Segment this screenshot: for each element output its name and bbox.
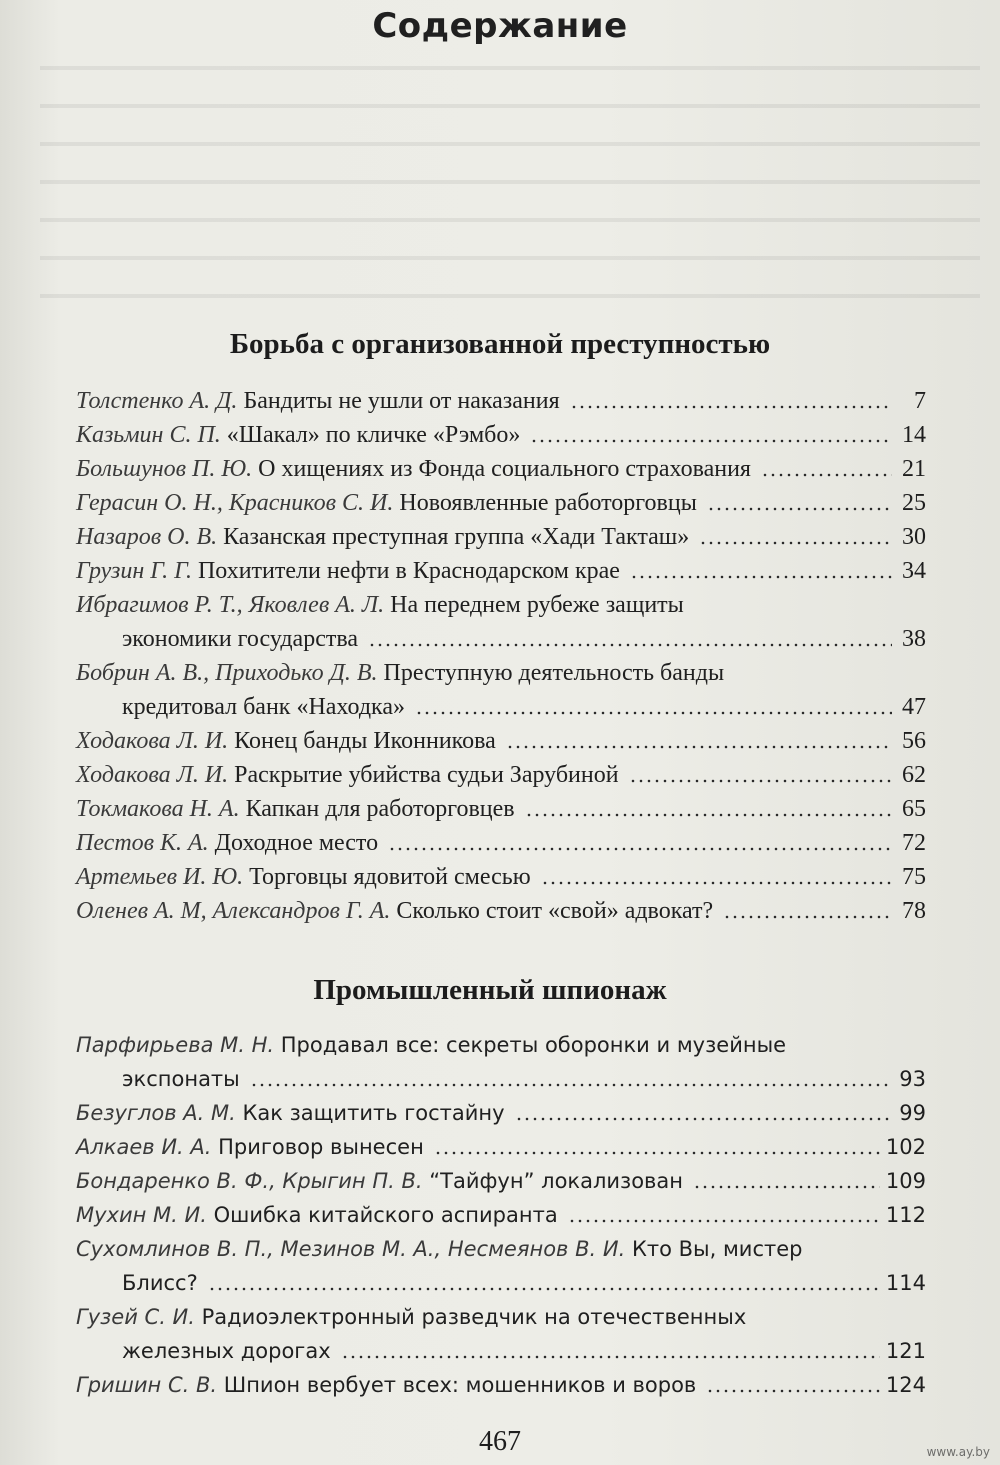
section-heading-organized-crime: Борьба с организованной преступностью — [229, 328, 771, 360]
entry-page-number: 78 — [902, 898, 926, 924]
entry-author: Алкаев И. А. — [76, 1135, 212, 1159]
toc-entry — [76, 1198, 926, 1232]
entry-author: Мухин М. И. — [76, 1203, 207, 1227]
entry-page-number: 124 — [885, 1373, 926, 1397]
dot-leader — [506, 744, 892, 750]
dot-leader — [515, 1116, 892, 1122]
entry-page-number: 56 — [902, 728, 926, 754]
page-title: Содержание — [372, 6, 628, 46]
dot-leader — [208, 1286, 880, 1292]
entry-title: Капкан для работорговцев — [245, 796, 515, 822]
entry-author: Герасин О. Н., Красников С. И. — [76, 490, 394, 516]
entry-author: Ибрагимов Р. Т., Яковлев А. Л. — [76, 592, 385, 618]
entry-title-continuation: кредитовал банк «Находка» — [122, 694, 405, 720]
toc-entry — [76, 384, 926, 418]
dot-leader — [368, 642, 892, 648]
entry-author: Толстенко А. Д. — [76, 388, 238, 414]
entry-author: Токмакова Н. А. — [76, 796, 240, 822]
entry-title: Доходное место — [214, 830, 379, 856]
entry-page-number: 114 — [885, 1271, 926, 1295]
entry-title: Конец банды Иконникова — [234, 728, 496, 754]
entry-page-number: 14 — [902, 422, 926, 448]
entry-page-number: 99 — [899, 1101, 926, 1125]
entry-title-continuation: экспонаты — [122, 1067, 240, 1091]
entry-author: Артемьев И. Ю. — [76, 864, 244, 890]
toc-entry — [76, 452, 926, 486]
dot-leader — [525, 812, 892, 818]
entry-author: Сухомлинов В. П., Мезинов М. А., Несмеянов В. И. — [76, 1237, 626, 1261]
entry-page-number: 30 — [902, 524, 926, 550]
entry-title: Кто Вы, мистер — [631, 1237, 803, 1261]
entry-page-number: 7 — [914, 388, 926, 414]
entry-title: “Тайфун” локализован — [429, 1169, 684, 1193]
entry-title: На переднем рубеже защиты — [390, 592, 684, 618]
entry-title: О хищениях из Фонда социального страхования — [258, 456, 751, 482]
toc-entry — [76, 486, 926, 520]
entry-page-number: 121 — [885, 1339, 926, 1363]
dot-leader — [415, 710, 892, 716]
dot-leader — [541, 880, 892, 886]
dot-leader — [250, 1082, 892, 1088]
entry-title: Новоявленные работорговцы — [399, 490, 697, 516]
dot-leader — [723, 914, 892, 920]
entry-title: Как защитить гостайну — [242, 1101, 505, 1125]
toc-entry — [76, 758, 926, 792]
entry-author: Грузин Г. Г. — [76, 558, 192, 584]
show-through-text — [40, 40, 980, 300]
dot-leader — [693, 1184, 880, 1190]
dot-leader — [434, 1150, 880, 1156]
toc-entry — [76, 520, 926, 554]
dot-leader — [341, 1354, 880, 1360]
watermark: www.ay.by — [926, 1445, 990, 1459]
entry-author: Гузей С. И. — [76, 1305, 195, 1329]
toc-entry — [76, 554, 926, 588]
entry-author: Назаров О. В. — [76, 524, 218, 550]
entry-page-number: 75 — [902, 864, 926, 890]
dot-leader — [570, 404, 892, 410]
toc-entry — [76, 894, 926, 928]
entry-title: Раскрытие убийства судьи Зарубиной — [234, 762, 619, 788]
toc-entry — [76, 1300, 926, 1368]
entry-title-continuation: Блисс? — [122, 1271, 198, 1295]
dot-leader — [629, 778, 892, 784]
section-heading-industrial-espionage: Промышленный шпионаж — [313, 974, 667, 1006]
entry-title-continuation: экономики государства — [122, 626, 359, 652]
entry-title: Похитители нефти в Краснодарском крае — [197, 558, 620, 584]
entry-page-number: 38 — [902, 626, 926, 652]
entry-page-number: 25 — [902, 490, 926, 516]
entry-title: «Шакал» по кличке «Рэмбо» — [226, 422, 521, 448]
toc-entry — [76, 792, 926, 826]
dot-leader — [630, 574, 892, 580]
dot-leader — [388, 846, 892, 852]
entry-author: Ходакова Л. И. — [76, 762, 229, 788]
entry-author: Парфирьева М. Н. — [76, 1033, 275, 1057]
dot-leader — [568, 1218, 880, 1224]
toc-entry — [76, 1164, 926, 1198]
dot-leader — [699, 540, 892, 546]
entry-title: Радиоэлектронный разведчик на отечественных — [201, 1305, 747, 1329]
toc-entry — [76, 826, 926, 860]
entry-title: Торговцы ядовитой смесью — [249, 864, 531, 890]
entry-page-number: 62 — [902, 762, 926, 788]
entry-author: Бобрин А. В., Приходько Д. В. — [76, 660, 378, 686]
dot-leader — [761, 472, 892, 478]
toc-entry — [76, 1368, 926, 1402]
entry-page-number: 93 — [899, 1067, 926, 1091]
entry-author: Гришин С. В. — [76, 1373, 218, 1397]
entry-title: Приговор вынесен — [218, 1135, 424, 1159]
page-number: 467 — [479, 1426, 521, 1457]
entry-title: Ошибка китайского аспиранта — [213, 1203, 558, 1227]
toc-entry — [76, 418, 926, 452]
entry-page-number: 34 — [902, 558, 926, 584]
toc-list-industrial-espionage — [76, 1028, 926, 1402]
entry-author: Безуглов А. М. — [76, 1101, 236, 1125]
dot-leader — [707, 506, 892, 512]
toc-entry — [76, 1096, 926, 1130]
entry-page-number: 21 — [902, 456, 926, 482]
toc-entry — [76, 1130, 926, 1164]
entry-page-number: 109 — [885, 1169, 926, 1193]
toc-entry — [76, 656, 926, 724]
entry-title: Преступную деятельность банды — [383, 660, 725, 686]
entry-page-number: 112 — [885, 1203, 926, 1227]
entry-page-number: 102 — [885, 1135, 926, 1159]
entry-author: Оленев А. М, Александров Г. А. — [76, 898, 391, 924]
toc-entry — [76, 1232, 926, 1300]
entry-title: Продавал все: секреты оборонки и музейные — [280, 1033, 787, 1057]
entry-author: Большунов П. Ю. — [76, 456, 253, 482]
toc-entry — [76, 1028, 926, 1096]
entry-page-number: 72 — [902, 830, 926, 856]
entry-page-number: 65 — [902, 796, 926, 822]
dot-leader — [706, 1388, 880, 1394]
dot-leader — [530, 438, 892, 444]
toc-entry — [76, 860, 926, 894]
entry-author: Ходакова Л. И. — [76, 728, 229, 754]
entry-author: Бондаренко В. Ф., Крыгин П. В. — [76, 1169, 423, 1193]
entry-title-continuation: железных дорогах — [122, 1339, 331, 1363]
entry-title: Сколько стоит «свой» адвокат? — [396, 898, 714, 924]
entry-author: Пестов К. А. — [76, 830, 209, 856]
entry-title: Шпион вербует всех: мошенников и воров — [223, 1373, 697, 1397]
toc-entry — [76, 724, 926, 758]
toc-list-organized-crime — [76, 384, 926, 928]
toc-entry — [76, 588, 926, 656]
entry-author: Казьмин С. П. — [76, 422, 221, 448]
entry-title: Казанская преступная группа «Хади Такташ» — [223, 524, 690, 550]
entry-page-number: 47 — [902, 694, 926, 720]
entry-title: Бандиты не ушли от наказания — [243, 388, 560, 414]
